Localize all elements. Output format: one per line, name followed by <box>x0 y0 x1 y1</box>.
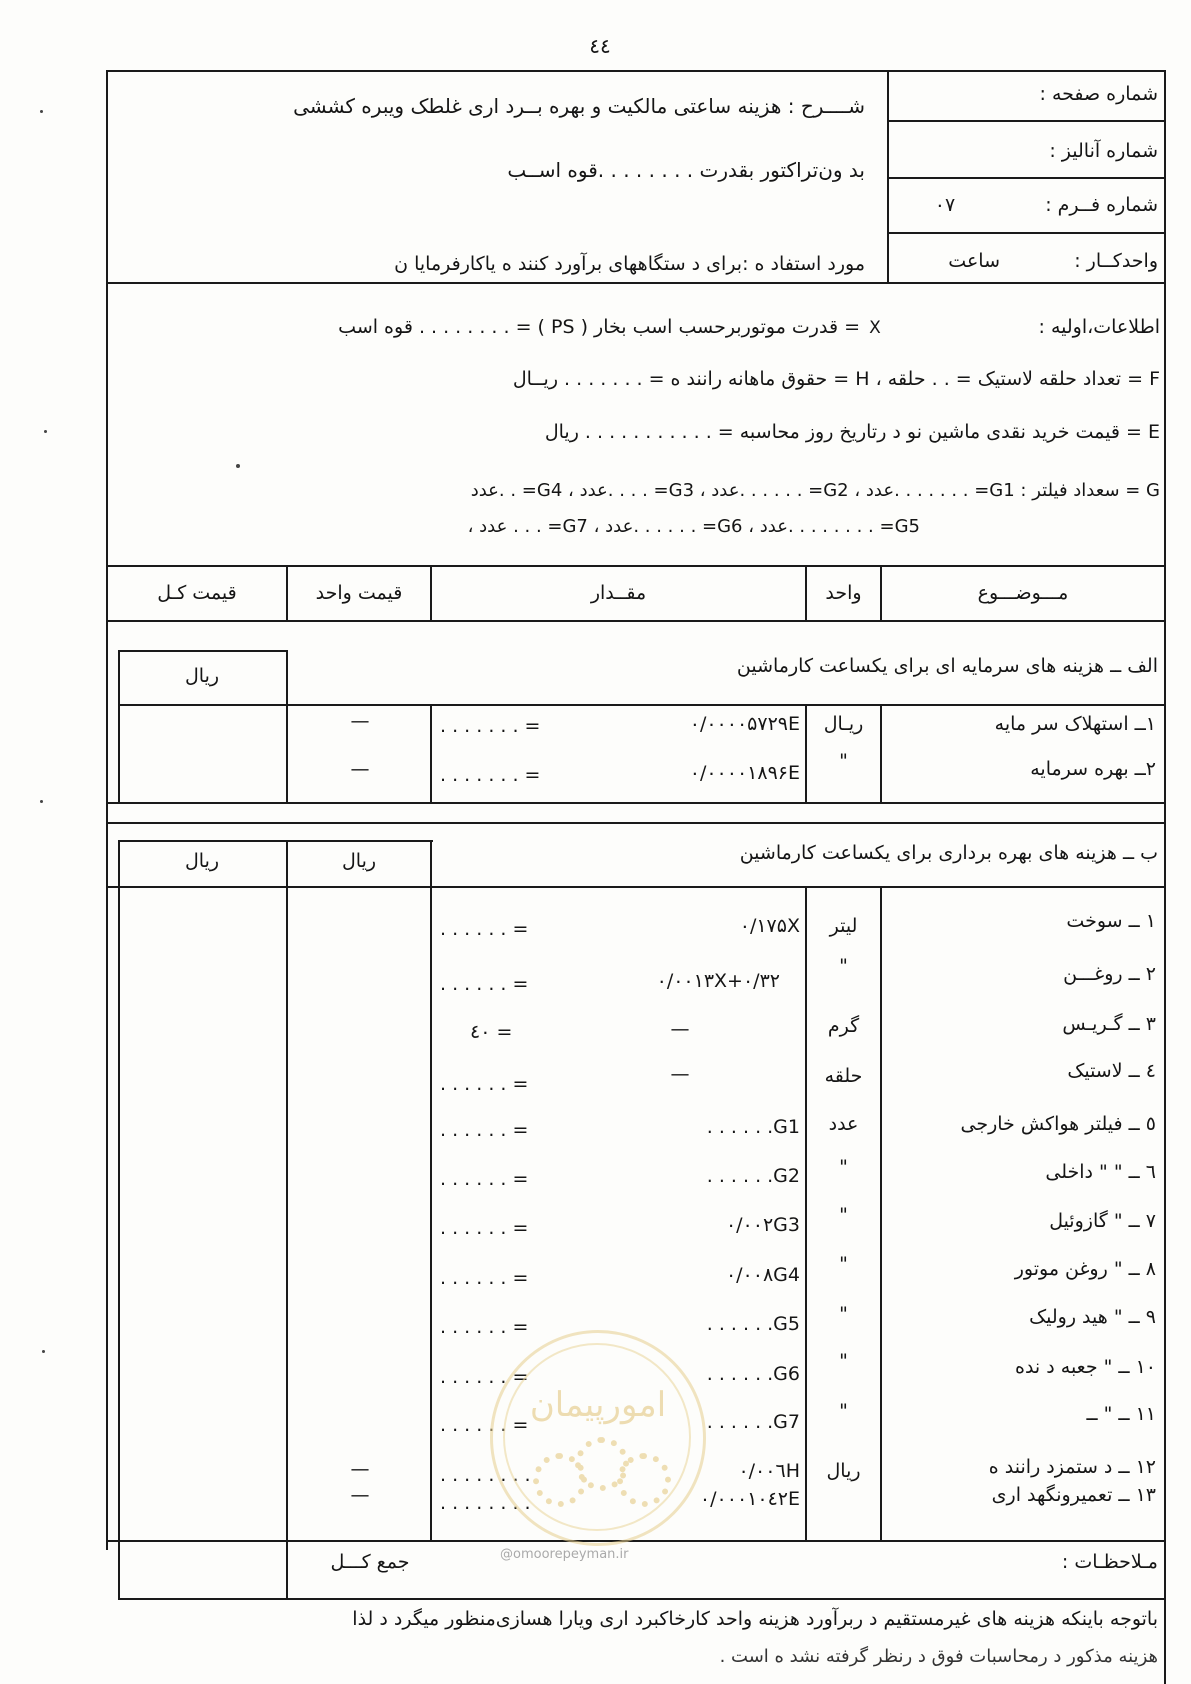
section-a-row-1-subject: ۱ــ استهلاک سر مایه <box>994 713 1156 735</box>
section-b-row-8-subject: ۸ ــ " روغن موتور <box>1014 1258 1156 1280</box>
section-b-row-4-quantity: — <box>670 1063 690 1085</box>
section-b-row-4-result: . . . . . . = <box>440 1073 529 1095</box>
section-b-row-12-unit: ریال <box>826 1460 861 1482</box>
analysis-no-label: شماره آنالیز : <box>1049 140 1158 162</box>
col-total-price: قیمت کـل <box>157 582 237 604</box>
note-line-1: باتوجه باینکه هزینه های غیرمستقیم د ربرآورد هزینه واحد کارخاکبرد اری ویارا هسازی‌منظور میگرد د لذا <box>352 1608 1158 1630</box>
header-bottom <box>106 282 1166 284</box>
col-unit: واحد <box>825 582 862 604</box>
info-x-var: X <box>869 318 881 338</box>
section-a-row-2-unit: " <box>839 750 848 772</box>
col-subject: مـــوضـــوع <box>977 582 1069 604</box>
section-b-row-4-unit: حلقه <box>824 1065 863 1087</box>
col-unit-price: قیمت واحد <box>315 582 403 604</box>
frame-left <box>106 70 108 1550</box>
info-e-line: E = قیمت خرید نقدی ماشین نو د رتاریخ روز محاسبه = . . . . . . . . . . . ریال <box>544 421 1160 443</box>
section-b-row-12-subject: ۱۲ ــ د ستمزد رانند ه <box>988 1456 1156 1478</box>
section-b-row-7-result: . . . . . . = <box>440 1217 529 1239</box>
section-a-row-1-unit: ریـال <box>823 713 864 735</box>
gear-icon <box>617 1453 671 1507</box>
section-b-row-11-unit: " <box>839 1400 848 1422</box>
section-b-row-3-quantity: — <box>670 1018 690 1040</box>
frame-top <box>106 70 1166 72</box>
section-b-row-1-subject: ۱ ــ سوخت <box>1066 910 1156 932</box>
section-b-row-1-result: . . . . . . = <box>440 918 529 940</box>
note-line-2: هزینه مذکور د رمحاسبات فوق د رنظر گرفته نشد ه است . <box>719 1646 1158 1667</box>
section-b-row-5-subject: ٥ ــ فیلتر هواکش خارجی <box>960 1113 1156 1135</box>
section-b-row-9-unit: " <box>839 1303 848 1325</box>
section-b-row-11-result: . . . . . . = <box>440 1414 529 1436</box>
section-a-total-unit: ریال <box>184 665 220 687</box>
section-b-row-13-price: — <box>350 1484 370 1506</box>
page-no-label: شماره صفحه : <box>1039 83 1158 105</box>
section-b-row-8-quantity: ۰/۰۰۸G4 <box>725 1264 800 1286</box>
section-b-row-10-result: . . . . . . = <box>440 1366 529 1388</box>
section-b-row-7-quantity: ۰/۰۰۲G3 <box>725 1214 800 1236</box>
section-b-row-3-unit: گرم <box>827 1015 860 1037</box>
section-b-row-13-quantity: ۰/۰۰۰۱۰٤۲E <box>699 1488 800 1510</box>
unit-label: واحدکــار : <box>1074 250 1158 272</box>
info-x-line: = قدرت موتوربرحسب اسب بخار ( PS ) = . . . . . . . . قوه اسب <box>338 316 860 338</box>
section-b-row-3-result: ٤۰ = <box>470 1021 513 1043</box>
section-b-row-13-result: . . . . . . . . <box>440 1492 531 1514</box>
col-quantity: مقــدار <box>590 582 647 604</box>
section-a-row-1-price: — <box>350 710 370 732</box>
section-b-title: ب ــ هزینه های بهره برداری برای یکساعت کارماشین <box>739 842 1158 864</box>
section-b-row-8-result: . . . . . . = <box>440 1267 529 1289</box>
section-b-row-6-quantity: . . . . . .G2 <box>706 1165 800 1187</box>
section-a-row-1-dots: . . . . . . . = <box>440 715 541 737</box>
section-b-row-6-unit: " <box>839 1156 848 1178</box>
notes-label: مـلاحظـات : <box>1061 1551 1158 1573</box>
section-b-row-9-result: . . . . . . = <box>440 1316 529 1338</box>
grand-total-label: جمع کـــل <box>330 1551 410 1573</box>
section-b-unit-price-unit: ریال <box>341 850 377 872</box>
form-no-label: شماره فــرم : <box>1045 194 1158 216</box>
form-no-value: ۰۷ <box>934 194 956 216</box>
section-b-row-12-price: — <box>350 1458 370 1480</box>
section-b-row-10-subject: ۱۰ ــ " جعبه د نده <box>1015 1356 1156 1378</box>
section-b-row-11-subject: ۱۱ ــ " ــ <box>1086 1403 1156 1425</box>
site-watermark: @omoorepeyman.ir <box>500 1547 629 1562</box>
section-b-row-2-subject: ۲ ــ روغـــن <box>1063 963 1156 985</box>
section-a-row-2-dots: . . . . . . . = <box>440 764 541 786</box>
watermark-text: امورپیمان <box>529 1385 667 1425</box>
section-b-row-5-unit: عدد <box>828 1113 859 1135</box>
section-b-row-5-result: . . . . . . = <box>440 1119 529 1141</box>
info-label: اطلاعات،اولیه : <box>1038 316 1160 338</box>
section-b-row-1-unit: لیتر <box>829 915 858 937</box>
section-b-row-1-quantity: ۰/۱۷۵X <box>739 915 800 937</box>
unit-value: ساعت <box>948 250 1000 272</box>
section-b-row-9-quantity: . . . . . .G5 <box>706 1313 800 1335</box>
section-b-row-9-subject: ۹ ــ " هید رولیک <box>1029 1306 1156 1328</box>
section-a-row-1-quantity: ۰/۰۰۰۰۵۷۲۹E <box>689 713 800 735</box>
page-number: ٤٤ <box>589 34 611 58</box>
section-b-row-8-unit: " <box>839 1253 848 1275</box>
section-b-row-2-result: . . . . . . = <box>440 973 529 995</box>
info-f-line: F = تعداد حلقه لاستیک = . . حلقه ، H = حقوق ماهانه رانند ه = . . . . . . . ریــال <box>512 368 1160 390</box>
section-b-row-11-quantity: . . . . . .G7 <box>706 1411 800 1433</box>
section-b-row-7-unit: " <box>839 1204 848 1226</box>
section-b-row-10-unit: " <box>839 1350 848 1372</box>
section-b-row-7-subject: ۷ ــ " گازوئیل <box>1049 1210 1156 1232</box>
section-b-row-12-quantity: ۰/۰۰٦H <box>738 1460 800 1482</box>
section-b-row-2-quantity: ۰/۰۰۱۳X+۰/۳۲ <box>656 970 780 992</box>
header-title-line1: شــــرح : هزینه ساعتی مالکیت و بهره بــرد اری غلطک ویبره کششی <box>293 94 865 118</box>
section-b-row-10-quantity: . . . . . .G6 <box>706 1363 800 1385</box>
section-b-row-5-quantity: . . . . . .G1 <box>706 1116 800 1138</box>
section-b-row-6-result: . . . . . . = <box>440 1168 529 1190</box>
section-a-row-2-subject: ۲ــ بهره سرمایه <box>1030 758 1156 780</box>
section-a-row-2-price: — <box>350 758 370 780</box>
section-b-row-6-subject: ٦ ــ " " داخلی <box>1045 1161 1156 1183</box>
info-g-line1: G = سعداد فیلتر : G1= . . . . . . .عدد ، G2= . . . . . .عدد ، G3= . . . .عدد ، G4= . .عدد <box>470 480 1160 501</box>
section-b-row-12-result: . . . . . . . . <box>440 1464 531 1486</box>
section-a-title: الف ــ هزینه های سرمایه ای برای یکساعت کارماشین <box>736 655 1158 677</box>
section-b-total-unit: ریال <box>184 850 220 872</box>
section-b-row-4-subject: ٤ ــ لاستیک <box>1067 1060 1156 1082</box>
info-g-line2: G5= . . . . . . . .عدد ، G6= . . . . . .عدد ، G7= . . . عدد ، <box>467 516 920 537</box>
header-usage: مورد استفاد ه :برای د ستگاههای برآورد کنند ه یاکارفرمایا ن <box>394 253 865 275</box>
section-b-row-3-subject: ۳ ــ گـریـس <box>1062 1013 1156 1035</box>
header-title-line2: بد ون‌تراکتور بقدرت . . . . . . . .قوه اســب <box>507 158 865 182</box>
frame-right <box>1164 70 1166 1684</box>
watermark-seal <box>490 1330 706 1546</box>
section-a-row-2-quantity: ۰/۰۰۰۰۱۸۹۶E <box>689 762 800 784</box>
section-b-row-13-subject: ۱۳ ــ تعمیرونگهد اری <box>991 1484 1156 1506</box>
section-b-row-2-unit: " <box>839 955 848 977</box>
